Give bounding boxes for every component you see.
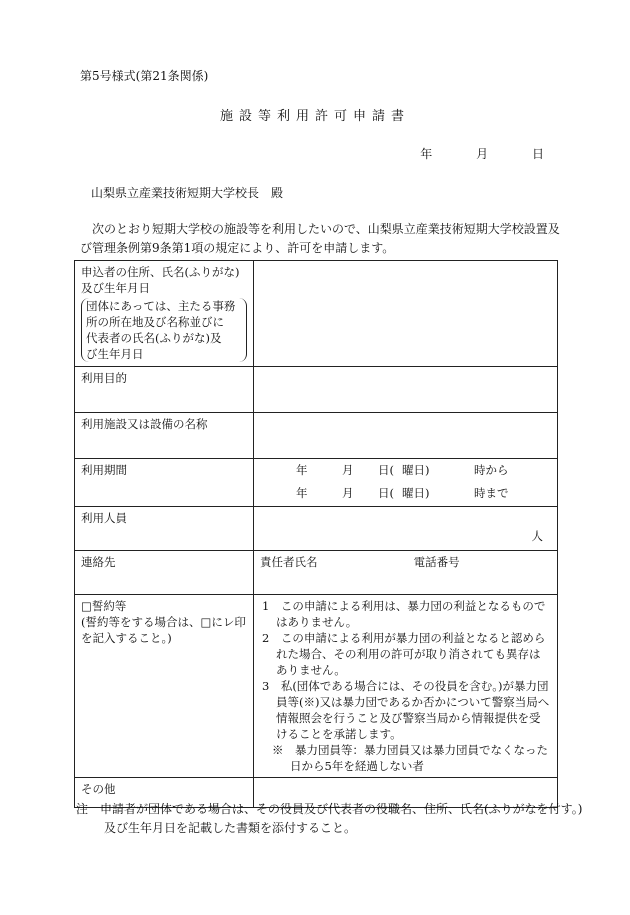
date-year-label: 年 bbox=[420, 147, 433, 161]
period-from-line bbox=[260, 462, 551, 478]
period-to-line bbox=[260, 485, 551, 501]
addressee: 山梨県立産業技術短期大学校長 殿 bbox=[91, 186, 284, 200]
footnote: 注 申請者が団体である場合は、その役員及び代表者の役職名、住所、氏名(ふりがなを付す。)及び生年月日を記載した書類を添付すること。 bbox=[76, 802, 583, 835]
date-day-label: 日 bbox=[531, 147, 544, 161]
document-title: 施設等利用許可申請書 bbox=[219, 109, 410, 124]
to-year-label: 年 bbox=[296, 486, 308, 500]
pledge-item-2: 2 この申請による利用が暴力団の利益となると認められた場合、その利用の許可が取り消されても異存はありません。 bbox=[262, 631, 546, 677]
form-number: 第5号様式(第21条関係) bbox=[80, 69, 209, 83]
phone-number-label: 電話番号 bbox=[413, 555, 460, 569]
contact-label: 連絡先 bbox=[75, 551, 254, 595]
bracket-line-3: 代表者の氏名(ふりがな)及 bbox=[86, 331, 222, 345]
date-month-label: 月 bbox=[476, 147, 489, 161]
bracket-line-1: 団体にあっては、主たる事務 bbox=[86, 299, 236, 313]
row-period bbox=[75, 459, 558, 507]
row-purpose bbox=[75, 367, 558, 413]
applicant-field[interactable] bbox=[254, 261, 558, 367]
headcount-field[interactable] bbox=[254, 507, 558, 551]
row-facility bbox=[75, 413, 558, 459]
pledge-checkbox-label[interactable]: □誓約等 bbox=[81, 599, 127, 613]
purpose-field[interactable] bbox=[254, 367, 558, 413]
to-weekday-label: 曜日) bbox=[402, 486, 430, 500]
bracket-line-4: び生年月日 bbox=[86, 347, 144, 361]
from-day-label: 日( bbox=[378, 463, 394, 477]
period-field[interactable] bbox=[254, 459, 558, 507]
pledge-note-line-1: (誓約等をする場合は、□にレ印 bbox=[81, 615, 246, 629]
group-bracket-note bbox=[81, 298, 247, 362]
pledge-item-1: 1 この申請による利用は、暴力団の利益となるものではありません。 bbox=[262, 599, 546, 629]
to-day-label: 日( bbox=[378, 486, 394, 500]
other-label: その他 bbox=[75, 778, 254, 808]
from-year-label: 年 bbox=[296, 463, 308, 477]
contact-field[interactable] bbox=[254, 551, 558, 595]
facility-label: 利用施設又は設備の名称 bbox=[75, 413, 254, 459]
responsible-name-label: 責任者氏名 bbox=[260, 555, 318, 569]
period-label: 利用期間 bbox=[75, 459, 254, 507]
applicant-label-line-1: 申込者の住所、氏名(ふりがな) bbox=[81, 265, 240, 279]
row-headcount bbox=[75, 507, 558, 551]
pledge-label-cell bbox=[75, 595, 254, 778]
pledge-note-line-2: を記入すること。) bbox=[81, 631, 172, 645]
to-month-label: 月 bbox=[342, 486, 354, 500]
row-pledge bbox=[75, 595, 558, 778]
applicant-label-line-2: 及び生年月日 bbox=[81, 281, 150, 295]
from-suffix: 時から bbox=[474, 463, 509, 477]
bracket-line-2: 所の所在地及び名称並びに bbox=[86, 315, 224, 329]
intro-text: 次のとおり短期大学校の施設等を利用したいので、山梨県立産業技術短期大学校設置及び管理条例第9条第1項の規定により、許可を申請します。 bbox=[80, 222, 560, 255]
pledge-content bbox=[254, 595, 558, 778]
applicant-label bbox=[75, 261, 254, 367]
application-form-table bbox=[74, 260, 558, 808]
headcount-unit: 人 bbox=[531, 529, 543, 543]
pledge-definition-note: ※ 暴力団員等：暴力団員又は暴力団員でなくなった日から5年を経過しない者 bbox=[272, 743, 548, 773]
from-month-label: 月 bbox=[342, 463, 354, 477]
pledge-item-3: 3 私(団体である場合には、その役員を含む。)が暴力団員等(※)又は暴力団であるか否かについて警察当局へ情報照会を行うこと及び警察当局から情報提供を受けることを承諾します。 bbox=[262, 679, 550, 741]
date-line bbox=[398, 145, 544, 162]
row-contact bbox=[75, 551, 558, 595]
from-weekday-label: 曜日) bbox=[402, 463, 430, 477]
facility-field[interactable] bbox=[254, 413, 558, 459]
to-suffix: 時まで bbox=[474, 486, 509, 500]
headcount-label: 利用人員 bbox=[75, 507, 254, 551]
purpose-label: 利用目的 bbox=[75, 367, 254, 413]
row-applicant bbox=[75, 261, 558, 367]
